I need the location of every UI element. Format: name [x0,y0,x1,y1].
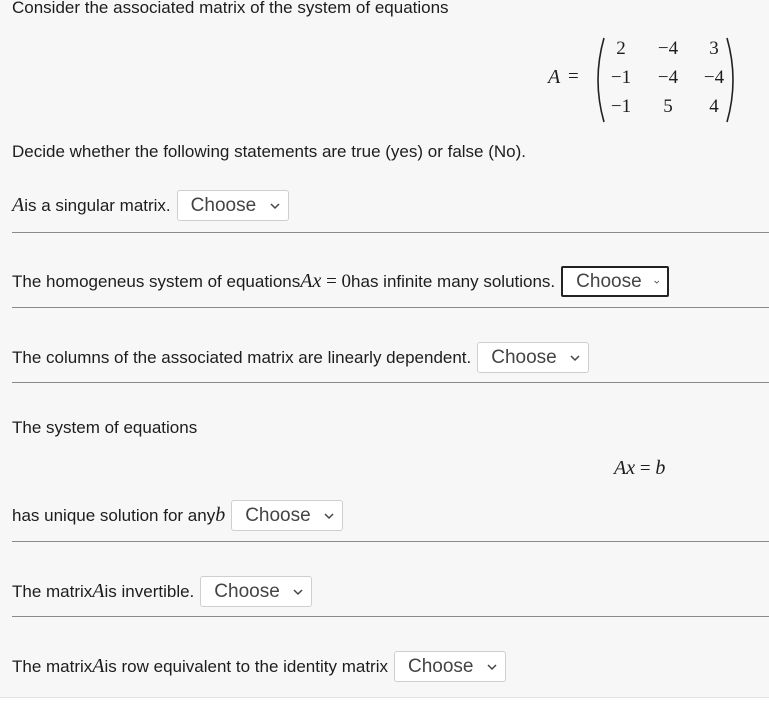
math-var: A [92,580,105,602]
math-b: b [655,457,666,479]
math-equals: = [635,458,656,479]
question-1 [12,190,289,221]
question-5-pre: The matrix [12,581,93,601]
question-5-post: is invertible. [104,581,195,601]
matrix-cell: −1 [610,67,632,88]
matrix-cell: −4 [657,38,679,59]
answer-select-6[interactable] [394,651,506,682]
question-6-post: is row equivalent to the identity matrix [104,656,388,676]
select-value: Choose [491,346,557,368]
select-value: Choose [245,504,311,526]
select-value: Choose [214,580,280,602]
answer-select-4[interactable] [231,500,343,531]
question-1-text: is a singular matrix. [24,195,171,215]
question-4 [12,500,343,531]
select-value: Choose [576,270,642,292]
chevron-down-icon [570,353,580,363]
math-var: b [215,504,226,526]
select-value: Choose [407,655,474,677]
matrix-cell: 5 [663,96,673,117]
equation-ax-b [614,457,665,480]
matrix-equals: = [568,66,579,87]
instructions-text: Decide whether the following statements are true (yes) or false (No). [12,142,527,161]
chevron-down-icon [324,511,334,521]
matrix-cell: −4 [703,67,725,88]
math-equals: = [321,270,342,292]
answer-select-3[interactable] [477,342,589,373]
question-5 [12,576,312,607]
math-var: A [92,655,105,677]
intro-text: Consider the associated matrix of the system of equations [12,0,449,17]
question-2-post: has infinite many solutions. [351,271,556,291]
question-4-line1: The system of equations [12,418,198,437]
question-3 [12,342,589,373]
question-6-pre: The matrix [12,656,93,676]
matrix-cell: −4 [657,67,679,88]
question-2-pre: The homogeneus system of equations [12,271,301,291]
question-2 [12,266,669,297]
divider [12,232,769,233]
matrix-cell: 4 [709,96,719,117]
math-ax: Ax [300,270,322,292]
chevron-down-icon [487,662,497,672]
matrix-symbol: A [548,66,561,88]
matrix-cell: 2 [616,38,626,59]
chevron-down-icon [270,201,280,211]
divider [12,541,769,542]
question-3-text: The columns of the associated matrix are linearly dependent. [12,347,472,367]
divider [12,616,769,617]
math-ax: Ax [614,457,636,479]
answer-select-5[interactable] [200,576,312,607]
chevron-down-icon [654,277,660,287]
question-6 [12,651,506,682]
matrix-cell: 3 [709,38,719,59]
math-zero: 0 [341,270,352,292]
question-4-text: has unique solution for any [12,505,216,525]
divider [12,382,769,383]
math-var: A [12,194,25,216]
chevron-down-icon [293,587,303,597]
divider [12,307,769,308]
answer-select-2[interactable] [561,266,669,297]
matrix-cell: −1 [610,96,632,117]
answer-select-1[interactable] [177,190,289,221]
select-value: Choose [190,194,257,216]
